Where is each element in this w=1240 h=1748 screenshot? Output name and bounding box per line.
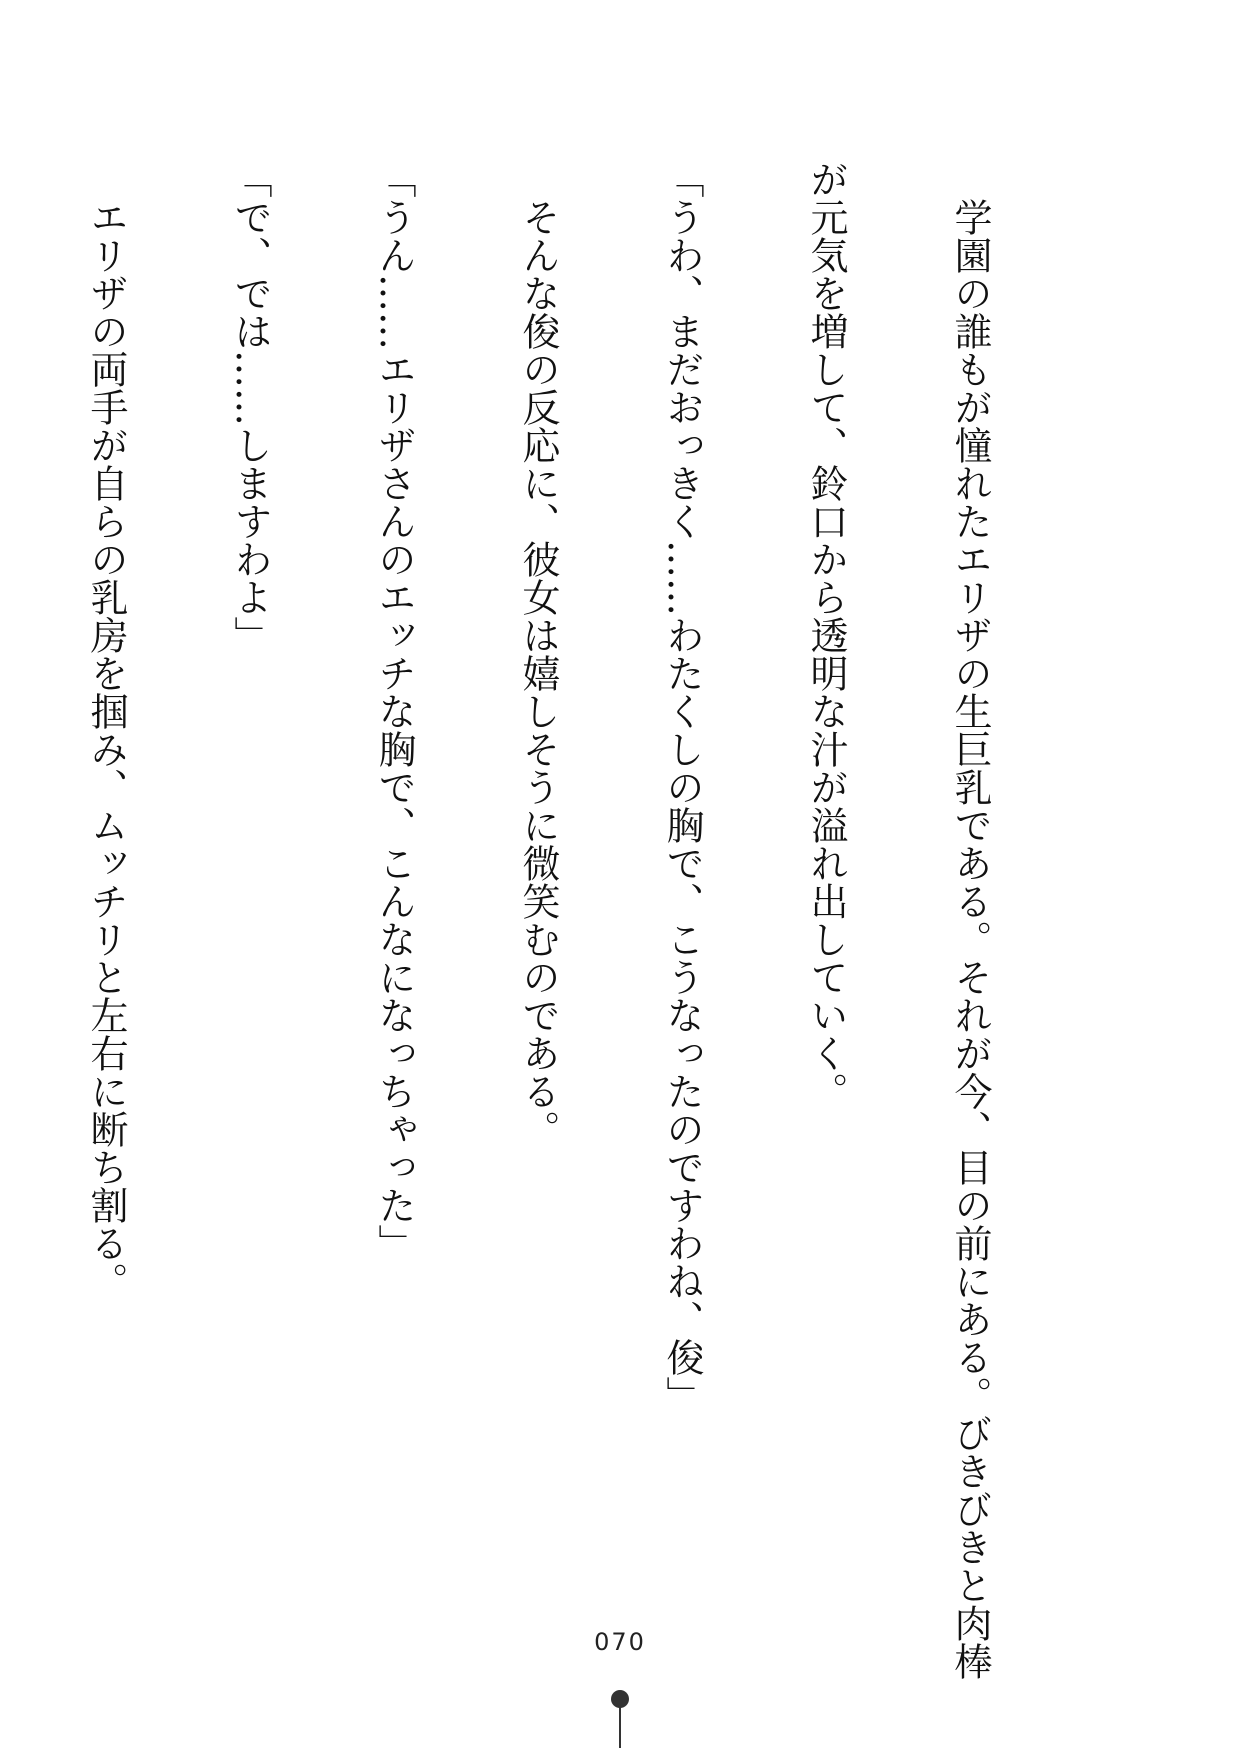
text-line: が元気を増して、鈴口から透明な汁が溢れ出していく。 xyxy=(804,160,848,1110)
text-line: 「うわ、まだおっきく……わたくしの胸で、こうなったのですわね、俊」 xyxy=(660,160,704,1414)
page-number: 070 xyxy=(594,1628,646,1656)
text-line: エリザの両手が自らの乳房を掴み、ムッチリと左右に断ち割る。 xyxy=(84,160,128,1300)
text-line: 「で、では……しますわよ」 xyxy=(228,160,272,654)
text-line: 学園の誰もが憧れたエリザの生巨乳である。それが今、目の前にある。びきびきと肉棒 xyxy=(948,160,992,1680)
page-marker-line xyxy=(619,1700,621,1748)
text-line: 「うん……エリザさんのエッチな胸で、こんなになっちゃった」 xyxy=(372,160,416,1262)
text-line: そんな俊の反応に、彼女は嬉しそうに微笑むのである。 xyxy=(516,160,560,1148)
